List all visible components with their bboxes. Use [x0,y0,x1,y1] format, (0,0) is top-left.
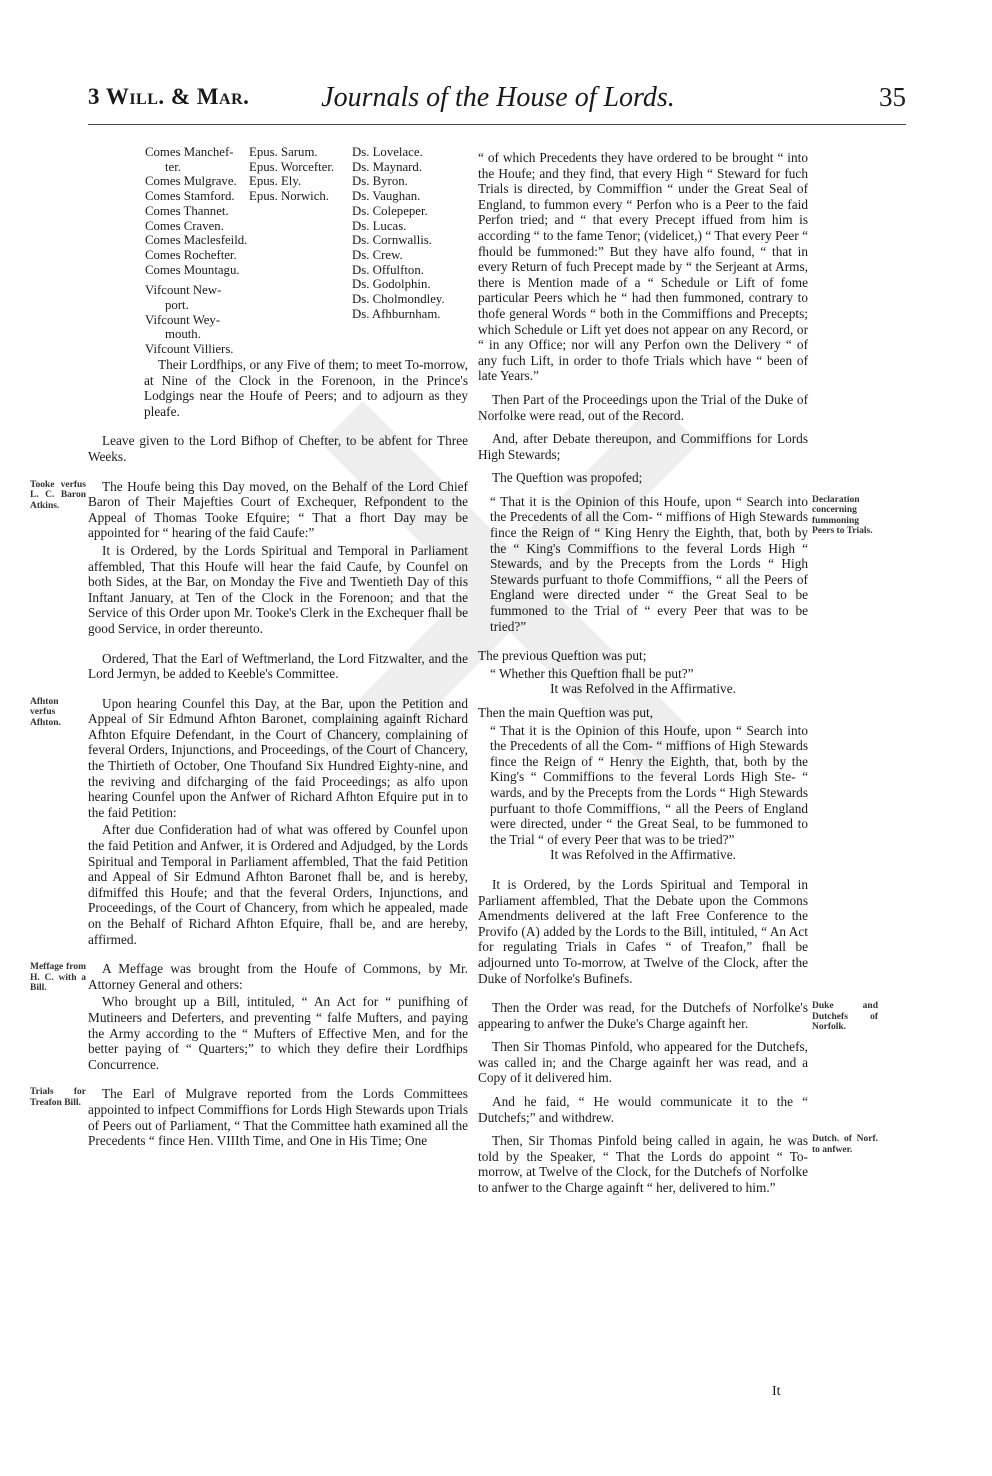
name-entry: Epus. Ely. [249,174,302,189]
name-entry: Vifcount Villiers. [145,342,234,357]
name-entry: Ds. Cholmondley. [352,292,445,307]
tooke-order: It is Ordered, by the Lords Spiritual and Temporal in Parliament affembled, That this Houfe will hear the faid Caufe, by Counfel on both Sides, at the Bar, on Monday the Five and Twentieth Day of this Inftant January, at Ten of the Clock in the Forenoon; and that the Service of this Order upon Mr. Tooke's Clerk in the Exchequer fhall be good Service, in order thereunto. [88,542,468,636]
name-entry: Vifcount New- [145,283,222,298]
report-continued: “ of which Precedents they have ordered to be brought “ into the Houfe; and they find, that every High “ Steward for fuch Trials is directed, by Commiffion “ under the Great Seal of England, to fummon every “ Perfon who is a Peer to the faid Perfon tried; and “ that every Precept iffued from him is according “ to the fame Tenor; (videlicet,) “ That every Peer “ fhould be fummoned:” But they have alfo found, “ that in every Return of fuch Precept made by “ the Serjeant at Arms, there is Mention made of a “ Schedule or Lift of fome particular Peers which he “ had then fummoned, contrary to thofe general Words “ both in the Commiffions and Precepts; which Schedule or Lift yet does not appear on any Record, or “ in any Office; nor will any Perfon own the Delivery “ of any fuch Lift, in order to thofe Trials which have “ been of late Years.” [478,150,808,384]
left-column [30,145,468,1149]
name-entry: Comes Maclesfeild. [145,233,248,248]
question-proposed: The Queftion was propofed; [492,470,643,486]
mulgrave-report: The Earl of Mulgrave reported from the Lords Committees appointed to infpect Commiffions for Lords High Stewards upon Trials of Peers out of Parliament, “ That the Committee hath examined all the Precedents “ fince Hen. VIIIth Time, and One in His Time; One [88,1086,468,1149]
name-entry: Ds. Cornwallis. [352,233,432,248]
name-entry: Comes Mulgrave. [145,174,237,189]
name-entry: Ds. Godolphin. [352,277,431,292]
name-entry: Epus. Norwich. [249,189,329,204]
entry-dutch [478,1133,878,1196]
main-question: Then the main Queftion was put, [478,705,654,720]
name-entry: Ds. Lovelace. [352,145,423,159]
name-entry: Comes Manchef- [145,145,234,159]
name-entry: Vifcount Wey- [145,312,221,327]
pinfold-called: Then Sir Thomas Pinfold, who appeared for the Dutchefs, was called in; and the Charge againft her was read, and a Copy of it delivered him. [478,1039,808,1086]
name-entry: Ds. Lucas. [352,218,407,233]
name-entry: Comes Thannet. [145,203,229,218]
committee-names [145,145,468,357]
journal-title: Journals of the House of Lords. [321,82,675,113]
name-entry: Ds. Crew. [352,247,403,262]
names-barons [352,145,472,321]
lordships-meeting: Their Lordfhips, or any Five of them; to meet To-morrow, at Nine of the Clock in the Forenoon, in the Prince's Lodgings near the Houfe of Peers; and to adjourn as they pleafe. [144,357,468,419]
leave-chester: Leave given to the Lord Bifhop of Chefter, to be abfent for Three Weeks. [88,433,468,464]
name-entry: Ds. Afhburnham. [352,306,441,321]
whether-question: “ Whether this Queftion fhall be put?” [490,665,694,681]
mutiny-bill: Who brought up a Bill, intituled, “ An Act for “ punifhing of Mutineers and Deferters, and preventing “ falfe Mufters, and paying the Army according to the “ Mufters of Effective Men, and for the better paying of “ Quarters;” to which they defire their Lordfhips Concurrence. [88,994,468,1072]
pinfold-told: Then, Sir Thomas Pinfold being called in again, he was told by the Speaker, “ That the Lords do appoint “ To-morrow, at Twelve of the Clock, for the Dutchefs of Norfolke to anfwer to the Charge againft “ her, delivered to him.” [478,1133,808,1196]
page-number: 35 [879,82,906,112]
order-read: Then the Order was read, for the Dutchefs of Norfolke's appearing to anfwer the Duke's Charge againft her. [478,1000,808,1031]
names-bishops [249,145,349,204]
name-entry: Comes Craven. [145,218,224,233]
ashton-judgment: After due Confideration had of what was offered by Counfel upon the faid Petition and Anfwer, it is Ordered and Adjudged, by the Lords Spiritual and Temporal in Parliament affembled, That the faid Petition and Appeal of Sir Edmund Afhton Baronet fhall be, and is hereby, difmiffed this Houfe; and that the feveral Orders, Injunctions, and Proceedings, of the Court of Chancery, from which he appealed, made on the Behalf of Richard Afhton Efquire, fhall be, and are hereby, affirmed. [88,822,468,947]
name-entry: ter. [165,159,181,174]
resolved-affirmative-1: It was Refolved in the Affirmative. [550,681,736,697]
entry-declaration [478,493,873,634]
margin-note-duke: Duke and Dutchefs of Norfolk. [812,1001,878,1033]
norfolke-proceedings: Then Part of the Proceedings upon the Trial of the Duke of Norfolke were read, out of the Record. [478,391,808,423]
tooke-motion: The Houfe being this Day moved, on the Behalf of the Lord Chief Baron of Their Majefties Court of Exchequer, Refpondent to the Appeal of Thomas Tooke Efquire; “ That a fhort Day may be appointed for “ hearing of the faid Caufe:” [88,478,468,541]
pinfold-withdrew: And he faid, “ He would communicate it to the “ Dutchefs;” and withdrew. [478,1094,808,1125]
adjourn-order: It is Ordered, by the Lords Spiritual and Temporal in Parliament affembled, That the Debate upon the Commons Amendments delivered at the laft Free Conference to the Provifo (A) added by the Lords to the Bill, intituled, “ An Act for regulating Trials in Cafes “ of Treafon,” fhall be adjourned unto To-morrow, at Twelve of the Clock, after the Duke of Norfolke's Bufinefs. [478,876,808,986]
name-entry: Ds. Offulfton. [352,262,424,277]
previous-question: The previous Queftion was put; [478,648,647,664]
name-entry: Ds. Vaughan. [352,189,421,204]
margin-note-dutch: Dutch. of Norf. to anfwer. [812,1134,878,1155]
right-column [478,150,878,1196]
opinion-question-1: “ That it is the Opinion of this Houfe, upon “ Search into the Precedents of all the Com- “ miffions of High Stewards fince the Reign of “ King Henry the Eighth, that, both by the “ King's Commiffions to the feveral Lords High “ Stewards, and by the Precepts from the Lords “ High Stewards purfuant to thofe Commiffions, “ all the Peers of England were directed under “ the Great Seal to be fummoned to the Trial of “ every Peer that was to be tried?” [490,493,808,634]
running-header [88,84,906,124]
margin-note-declaration: Declaration concerning fummoning Peers to Trials. [812,494,873,537]
catchword: It [772,1384,781,1399]
name-entry: mouth. [165,327,201,342]
name-entry: Comes Mountagu. [145,262,240,277]
name-entry: Ds. Maynard. [352,159,423,174]
name-entry: Ds. Byron. [352,174,408,189]
keeble-committee: Ordered, That the Earl of Weftmerland, the Lord Fitzwalter, and the Lord Jermyn, be added to Keeble's Committee. [88,650,468,682]
margin-note-message: Meffage from H. C. with a Bill. [30,962,86,994]
name-entry: Comes Stamford. [145,189,235,204]
margin-note-tooke: Tooke verfus L. C. Baron Atkins. [30,479,86,511]
names-earls [145,145,257,357]
entry-duke [478,1000,878,1033]
entry-ashton [30,695,468,948]
header-rule [88,124,906,125]
regnal-year: 3 Will. & Mar. [88,84,250,109]
after-debate: And, after Debate thereupon, and Commiffions for Lords High Stewards; [478,431,808,462]
opinion-question-2: “ That it is the Opinion of this Houfe, upon “ Search into the Precedents of all the Com- “ miffions of High Stewards fince the Reign of “ Henry the Eighth, that, both by the King's “ Commiffions to the feveral Lords High Ste- “ wards, and by the Precepts from the Lords “ High Stewards purfuant to thofe Commiffions, “ all the Peers of England were directed, under “ the Great Seal, to be fummoned to the Trial “ of every Peer that was to be tried?” [490,722,808,847]
entry-message [30,961,468,1072]
ashton-hearing: Upon hearing Counfel this Day, at the Bar, upon the Petition and Appeal of Sir Edmund Afhton Baronet, complaining againft Richard Afhton Efquire Defendant, in the Court of Chancery, complaining of feveral Orders, Injunctions, and Proceedings, of the Court of Chancery, the Thirtieth of October, One Thoufand Six Hundred Eighty-nine, and the reviving and difcharging of the faid Proceedings; as alfo upon hearing Counfel upon the Anfwer of Richard Afhton Efquire put in to the faid Petition: [88,695,468,820]
name-entry: Ds. Colepeper. [352,203,428,218]
resolved-affirmative-2: It was Refolved in the Affirmative. [550,847,736,863]
message-intro: A Meffage was brought from the Houfe of Commons, by Mr. Attorney General and others: [88,961,468,992]
name-entry: port. [165,298,189,313]
entry-trials [30,1086,468,1149]
margin-note-trials: Trials for Treafon Bill. [30,1087,86,1108]
margin-note-ashton: Afhton verfus Afhton. [30,696,61,728]
name-entry: Epus. Worcefter. [249,159,335,174]
entry-tooke [30,478,468,637]
name-entry: Epus. Sarum. [249,145,318,159]
name-entry: Comes Rochefter. [145,247,237,262]
